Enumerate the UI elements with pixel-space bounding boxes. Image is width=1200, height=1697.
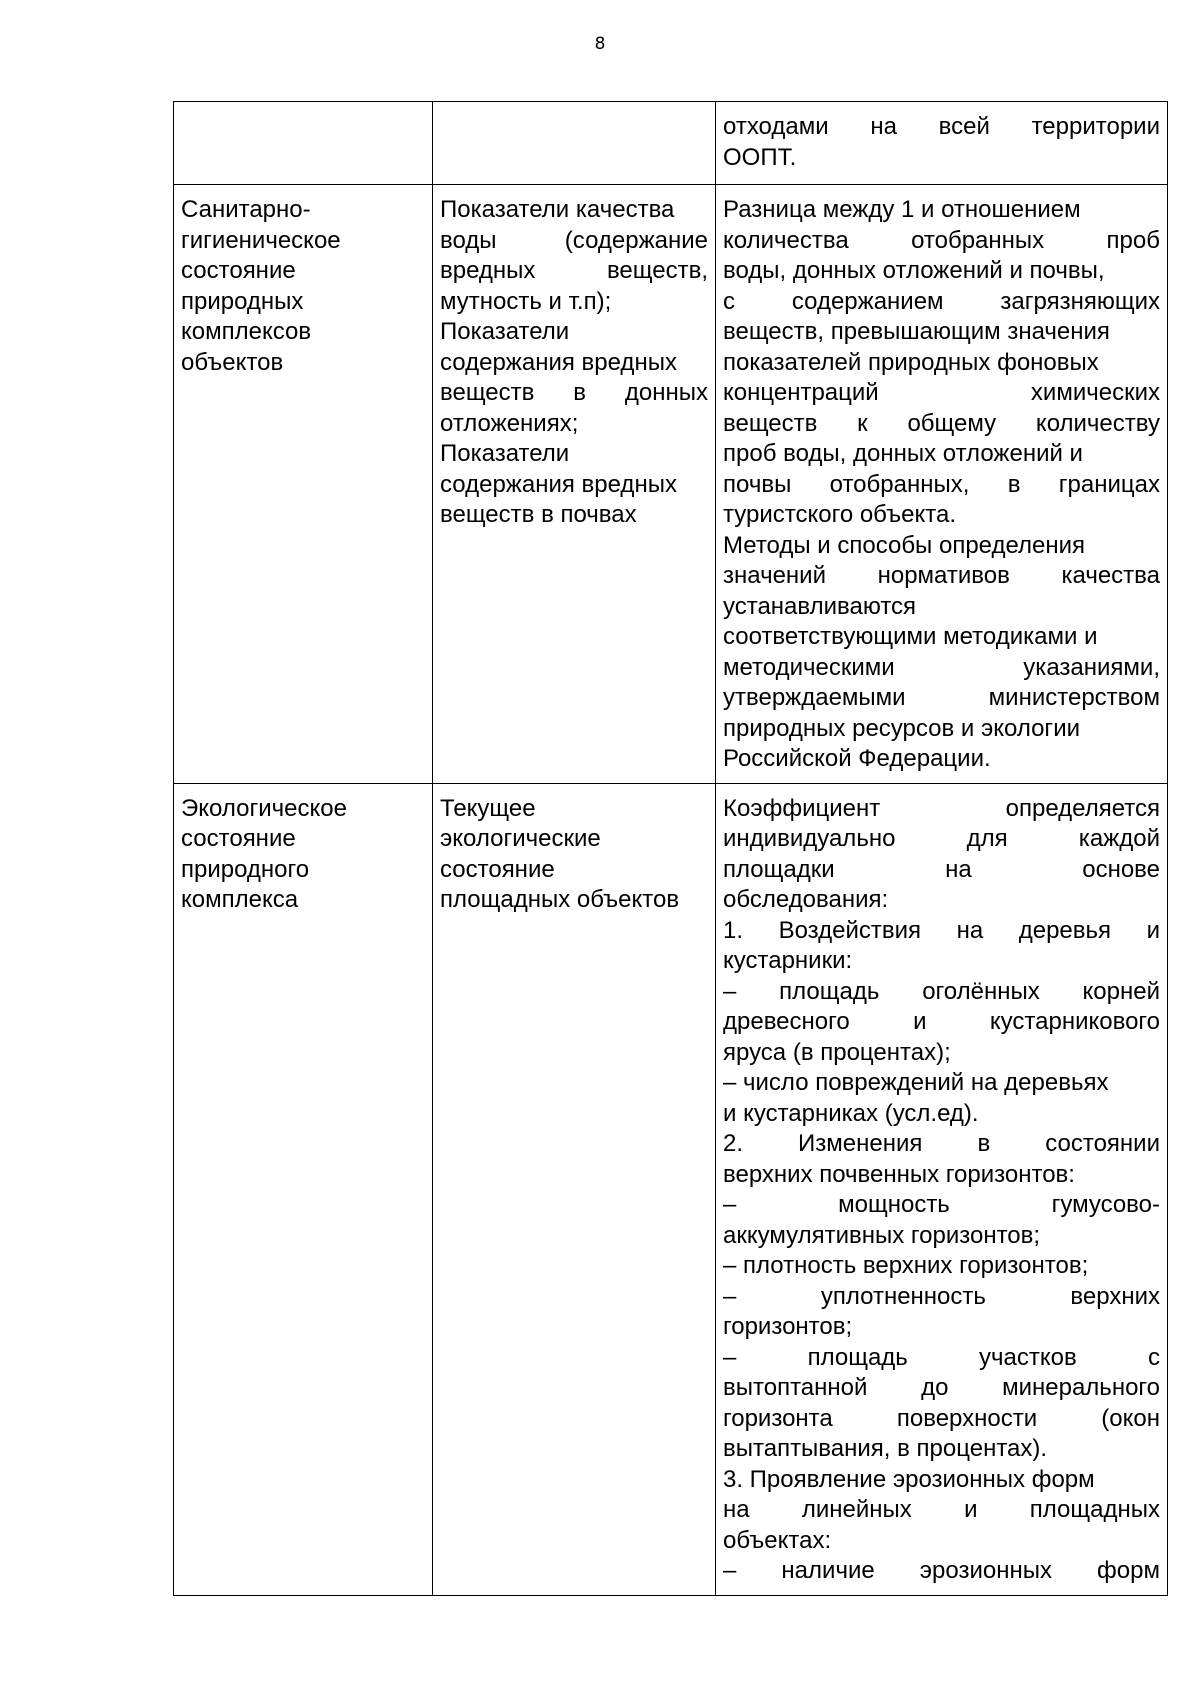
cell-text-line: отходами на всей территории bbox=[723, 113, 1160, 140]
cell-text-line: устанавливаются bbox=[723, 592, 917, 620]
cell-text-line: веществ в почвах bbox=[440, 501, 637, 528]
cell-text-line: воды, донных отложений и почвы, bbox=[723, 257, 1105, 284]
cell-text-line: яруса (в процентах); bbox=[723, 1038, 951, 1066]
cell-text-line: природных bbox=[181, 287, 304, 315]
cell-text-line: показателей природных фоновых bbox=[723, 348, 1099, 376]
cell-text-line: Методы и способы определения bbox=[723, 531, 1086, 559]
cell-text-line: горизонта поверхности (окон bbox=[723, 1404, 1160, 1432]
cell-text-line: обследования: bbox=[723, 886, 889, 913]
cell-text-line: состояние bbox=[181, 257, 296, 284]
document-table bbox=[173, 101, 1168, 1596]
cell-text-line: методическими указаниями, bbox=[723, 653, 1160, 681]
page-number: 8 bbox=[594, 34, 606, 54]
cell-text-line: состояние bbox=[181, 825, 296, 852]
cell-text-line: Показатели bbox=[440, 318, 570, 345]
table-cell bbox=[716, 185, 1168, 784]
cell-text-line: – уплотненность верхних bbox=[723, 1282, 1160, 1310]
table-row bbox=[174, 783, 1168, 1595]
cell-text-line: отложениях; bbox=[440, 409, 579, 437]
cell-text-line: Показатели качества bbox=[440, 196, 675, 223]
cell-text-line: почвы отобранных, в границах bbox=[723, 470, 1160, 498]
cell-text-line: – наличие эрозионных форм bbox=[723, 1557, 1160, 1584]
cell-text-line: воды (содержание bbox=[440, 226, 708, 254]
cell-text-line: на линейных и площадных bbox=[723, 1496, 1160, 1523]
cell-text-line: Российской Федерации. bbox=[723, 745, 991, 772]
table-row bbox=[174, 102, 1168, 185]
cell-text-line: содержания вредных bbox=[440, 470, 677, 498]
cell-text-line: – число повреждений на деревьях bbox=[723, 1069, 1109, 1096]
cell-text-line: – мощность гумусово- bbox=[723, 1191, 1160, 1218]
cell-text-line: веществ, превышающим значения bbox=[723, 318, 1110, 345]
cell-text-line: вытаптывания, в процентах). bbox=[723, 1435, 1048, 1462]
cell-text-line: Показатели bbox=[440, 440, 570, 467]
cell-text-line: – плотность верхних горизонтов; bbox=[723, 1252, 1089, 1279]
table-cell bbox=[433, 185, 716, 784]
table-cell bbox=[174, 102, 433, 185]
cell-text-line: комплексов bbox=[181, 318, 312, 345]
table-row bbox=[174, 185, 1168, 784]
cell-text-line: горизонтов; bbox=[723, 1313, 853, 1340]
cell-text-line: 1. Воздействия на деревья и bbox=[723, 916, 1160, 944]
cell-text-line: природного bbox=[181, 855, 310, 883]
cell-text-line: объектах: bbox=[723, 1526, 832, 1554]
cell-text-line: древесного и кустарникового bbox=[723, 1008, 1160, 1035]
cell-text-line: туристского объекта. bbox=[723, 501, 956, 528]
cell-text-line: аккумулятивных горизонтов; bbox=[723, 1221, 1041, 1249]
cell-text-line: Разница между 1 и отношением bbox=[723, 196, 1081, 223]
cell-text-line: состояние bbox=[440, 855, 555, 883]
cell-text-line: экологические bbox=[440, 825, 601, 852]
cell-text-line: соответствующими методиками и bbox=[723, 623, 1098, 650]
cell-text-line: и кустарниках (усл.ед). bbox=[723, 1099, 979, 1127]
cell-text-line: значений нормативов качества bbox=[723, 562, 1160, 589]
table-cell bbox=[174, 783, 433, 1595]
cell-text-line: ООПТ. bbox=[723, 143, 797, 171]
cell-text-line: количества отобранных проб bbox=[723, 226, 1160, 254]
table-cell bbox=[433, 102, 716, 185]
cell-text-line: мутность и т.п); bbox=[440, 287, 612, 315]
table-cell bbox=[433, 783, 716, 1595]
table-cell bbox=[174, 185, 433, 784]
cell-text-line: вытоптанной до минерального bbox=[723, 1374, 1160, 1401]
cell-text-line: содержания вредных bbox=[440, 348, 677, 376]
cell-text-line: Санитарно- bbox=[181, 196, 311, 223]
cell-text-line: Текущее bbox=[440, 794, 536, 822]
cell-text-line: вредных веществ, bbox=[440, 257, 708, 284]
cell-text-line: 2. Изменения в состоянии bbox=[723, 1130, 1160, 1157]
cell-text-line: с содержанием загрязняющих bbox=[723, 287, 1160, 315]
cell-text-line: веществ в донных bbox=[440, 379, 708, 406]
cell-text-line: площадки на основе bbox=[723, 855, 1160, 883]
cell-text-line: верхних почвенных горизонтов: bbox=[723, 1160, 1075, 1188]
table-cell bbox=[716, 102, 1168, 185]
cell-text-line: индивидуально для каждой bbox=[723, 825, 1160, 852]
cell-text-line: гигиеническое bbox=[181, 226, 341, 254]
cell-text-line: концентраций химических bbox=[723, 379, 1160, 406]
cell-text-line: Экологическое bbox=[181, 794, 347, 822]
cell-text-line: 3. Проявление эрозионных форм bbox=[723, 1465, 1095, 1493]
cell-text-line: – площадь участков с bbox=[723, 1343, 1160, 1371]
cell-text-line: комплекса bbox=[181, 886, 299, 913]
cell-text-line: утверждаемыми министерством bbox=[723, 684, 1160, 711]
cell-text-line: веществ к общему количеству bbox=[723, 409, 1160, 437]
cell-text-line: объектов bbox=[181, 348, 284, 376]
cell-text-line: Коэффициент определяется bbox=[723, 794, 1160, 822]
cell-text-line: – площадь оголённых корней bbox=[723, 977, 1160, 1005]
cell-text-line: кустарники: bbox=[723, 947, 853, 974]
cell-text-line: площадных объектов bbox=[440, 886, 680, 913]
table-cell bbox=[716, 783, 1168, 1595]
cell-text-line: проб воды, донных отложений и bbox=[723, 440, 1083, 467]
cell-text-line: природных ресурсов и экологии bbox=[723, 714, 1080, 742]
